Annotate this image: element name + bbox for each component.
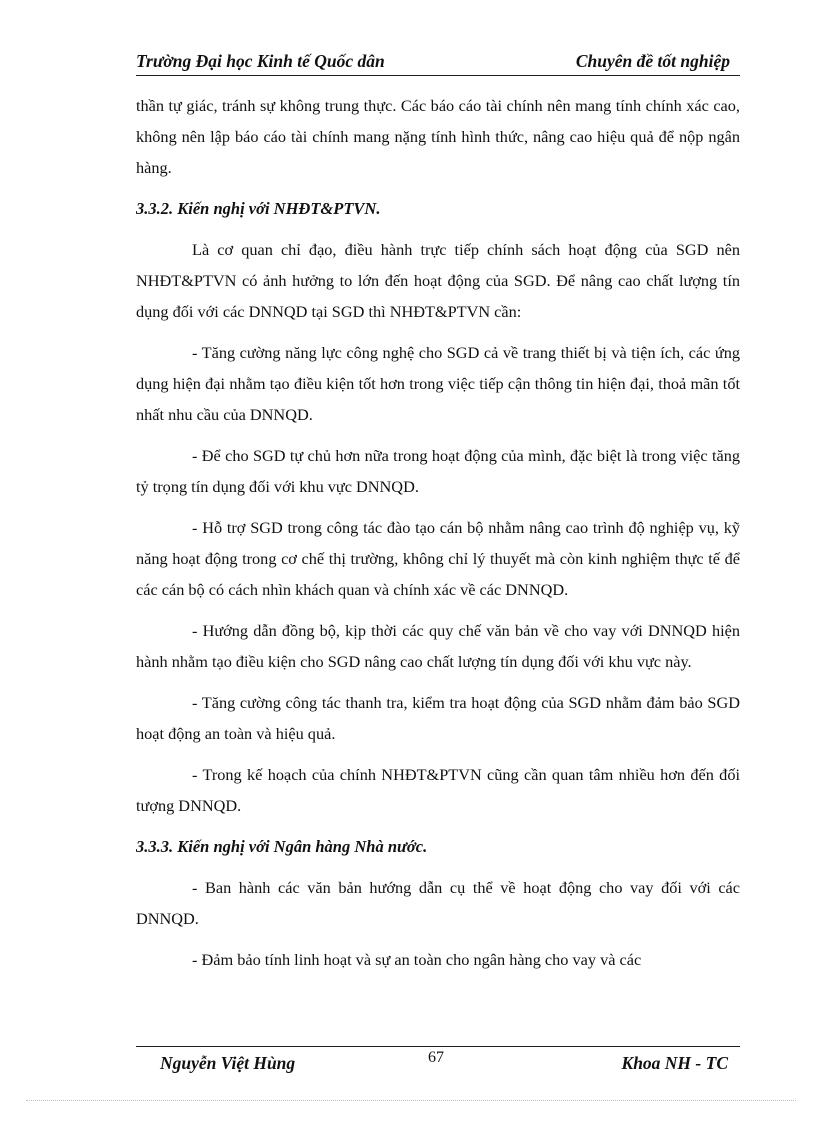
paragraph-continuation: thần tự giác, tránh sự không trung thực. Các báo cáo tài chính nên mang tính chính xác cao, không nên lập báo cáo tài chính mang nặng tính hình thức, nâng cao hiệu quả để nộp ngân hàng.: [136, 96, 740, 177]
section-heading-3-3-3: 3.3.3. Kiến nghị với Ngân hàng Nhà nước.: [136, 837, 428, 856]
page-edge-divider: [26, 1100, 796, 1101]
section-heading-3-3-2: 3.3.2. Kiến nghị với NHĐT&PTVN.: [136, 199, 381, 218]
bullet-regulations: - Ban hành các văn bản hướng dẫn cụ thể về hoạt động cho vay đối với các DNNQD.: [136, 878, 740, 928]
bullet-flexibility: - Đảm bảo tính linh hoạt và sự an toàn cho ngân hàng cho vay và các: [192, 950, 642, 969]
page-header: [136, 49, 740, 76]
header-document-type: Chuyên đề tốt nghiệp: [575, 51, 730, 71]
bullet-planning: - Trong kế hoạch của chính NHĐT&PTVN cũng cần quan tâm nhiều hơn đến đối tượng DNNQD.: [136, 765, 740, 815]
bullet-technology: - Tăng cường năng lực công nghệ cho SGD cả về trang thiết bị và tiện ích, các ứng dụng hiện đại nhằm tạo điều kiện tốt hơn trong việc tiếp cận thông tin hiện đại, thoả mãn tốt nhất nhu cầu của DNNQD.: [136, 343, 740, 424]
bullet-inspection: - Tăng cường công tác thanh tra, kiểm tra hoạt động của SGD nhằm đảm bảo SGD hoạt động an toàn và hiệu quả.: [136, 693, 740, 743]
bullet-guidance: - Hướng dẫn đồng bộ, kịp thời các quy chế văn bản về cho vay với DNNQD hiện hành nhằm tạo điều kiện cho SGD nâng cao chất lượng tín dụng đối với khu vực này.: [136, 621, 740, 671]
footer-author: Nguyễn Việt Hùng: [160, 1053, 296, 1073]
paragraph-intro: Là cơ quan chỉ đạo, điều hành trực tiếp chính sách hoạt động của SGD nên NHĐT&PTVN có ảnh hưởng to lớn đến hoạt động của SGD. Để nâng cao chất lượng tín dụng đối với các DNNQD tại SGD thì NHĐT&PTVN cần:: [136, 240, 740, 321]
header-university: Trường Đại học Kinh tế Quốc dân: [136, 51, 385, 71]
page-number: 67: [428, 1049, 444, 1066]
bullet-training: - Hỗ trợ SGD trong công tác đào tạo cán bộ nhằm nâng cao trình độ nghiệp vụ, kỹ năng hoạt động trong cơ chế thị trường, không chỉ lý thuyết mà còn kinh nghiệm thực tế để các cán bộ có cách nhìn khách quan và chính xác về các DNNQD.: [136, 518, 740, 599]
bullet-autonomy: - Để cho SGD tự chủ hơn nữa trong hoạt động của mình, đặc biệt là trong việc tăng tỷ trọng tín dụng đối với khu vực DNNQD.: [136, 446, 740, 496]
page-body: [136, 90, 740, 985]
footer-department: Khoa NH - TC: [621, 1053, 728, 1073]
page-footer: [136, 1046, 740, 1087]
